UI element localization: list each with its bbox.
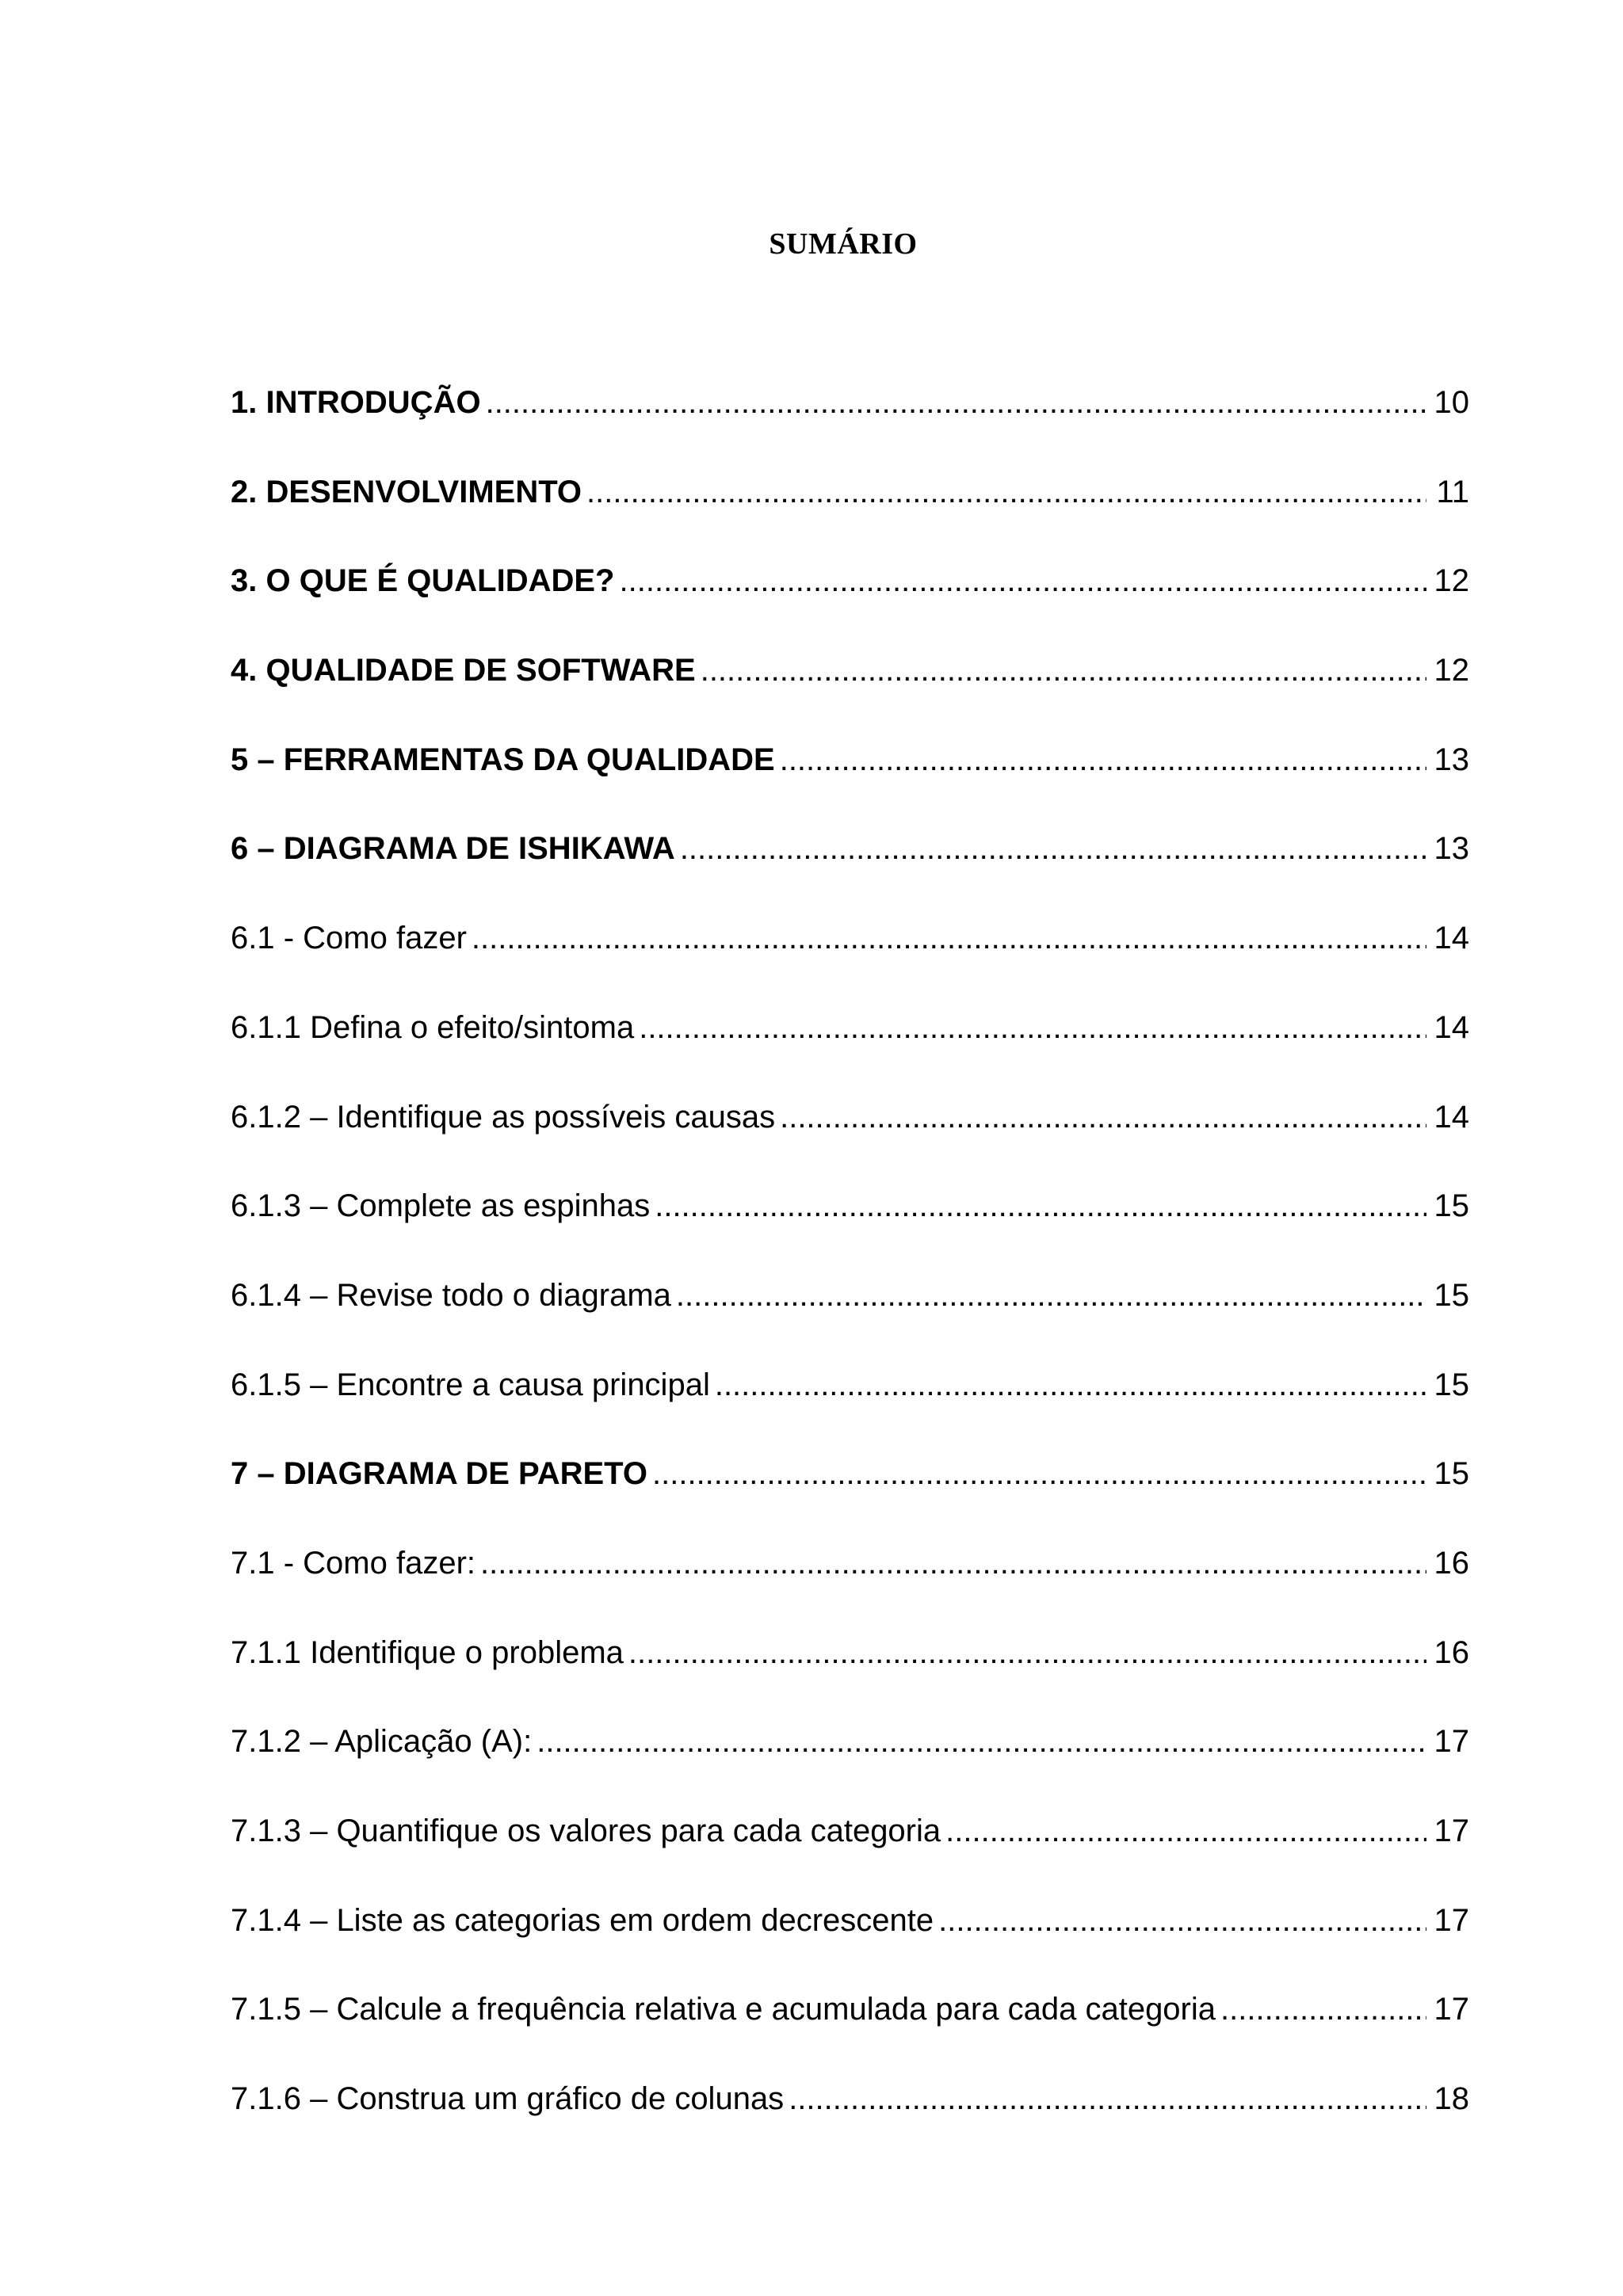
toc-entry-page: 17 [1434, 1902, 1469, 1938]
toc-entry-label: 6.1.4 – Revise todo o diagrama [231, 1277, 671, 1313]
toc-entry-page: 13 [1434, 831, 1469, 867]
toc-entry-page: 10 [1434, 385, 1469, 420]
toc-dot-leader [537, 1724, 1426, 1760]
toc-dot-leader [789, 2081, 1426, 2117]
toc-entry-page: 15 [1434, 1277, 1469, 1313]
toc-dot-leader [652, 1456, 1426, 1492]
toc-entry[interactable] [231, 385, 1469, 475]
toc-dot-leader [655, 1188, 1426, 1224]
toc-entry[interactable] [231, 475, 1469, 564]
toc-entry[interactable] [231, 921, 1469, 1010]
toc-dot-leader [628, 1635, 1426, 1671]
toc-entry-label: 7.1.1 Identifique o problema [231, 1634, 624, 1670]
toc-entry-page: 17 [1434, 1814, 1469, 1848]
toc-entry[interactable] [231, 1010, 1469, 1100]
toc-entry-page: 17 [1434, 1724, 1469, 1760]
toc-entry[interactable] [231, 831, 1469, 921]
toc-entry[interactable] [231, 563, 1469, 653]
toc-heading: SUMÁRIO [769, 227, 918, 261]
toc-dot-leader [780, 742, 1426, 778]
toc-entry-page: 16 [1434, 1545, 1469, 1581]
toc-entry-label: 7.1.6 – Construa um gráfico de colunas [231, 2081, 785, 2117]
toc-entry-label: 5 – FERRAMENTAS DA QUALIDADE [231, 742, 775, 777]
toc-entry-label: 7.1.5 – Calcule a frequência relativa e acumulada para cada categoria [231, 1992, 1216, 2027]
toc-dot-leader [480, 1546, 1426, 1581]
toc-entry-label: 7 – DIAGRAMA DE PARETO [231, 1456, 647, 1492]
toc-dot-leader [639, 1010, 1426, 1046]
toc-entry-label: 6.1.1 Defina o efeito/sintoma [231, 1009, 635, 1045]
toc-entry[interactable] [231, 1367, 1469, 1457]
toc-entry-label: 6.1.2 – Identifique as possíveis causas [231, 1099, 776, 1135]
toc-entry-label: 6 – DIAGRAMA DE ISHIKAWA [231, 831, 675, 867]
toc-dot-leader [945, 1814, 1426, 1849]
toc-entry-page: 16 [1434, 1634, 1469, 1670]
toc-dot-leader [701, 653, 1426, 688]
toc-entry-label: 6.1.5 – Encontre a causa principal [231, 1367, 710, 1402]
toc-entry-page: 15 [1434, 1188, 1469, 1224]
toc-entry[interactable] [231, 1903, 1469, 1993]
toc-entry[interactable] [231, 1278, 1469, 1367]
table-of-contents [231, 385, 1469, 2171]
toc-entry[interactable] [231, 1456, 1469, 1546]
toc-dot-leader [586, 475, 1426, 510]
toc-entry-page: 14 [1434, 921, 1469, 956]
toc-entry-label: 7.1.4 – Liste as categorias em ordem decrescente [231, 1902, 934, 1938]
toc-entry-page: 15 [1434, 1367, 1469, 1402]
toc-entry-page: 12 [1434, 653, 1469, 688]
toc-dot-leader [676, 1278, 1426, 1314]
toc-entry[interactable] [231, 1814, 1469, 1903]
toc-entry-label: 2. DESENVOLVIMENTO [231, 474, 582, 509]
toc-dot-leader [715, 1367, 1426, 1403]
toc-entry-page: 13 [1434, 742, 1469, 777]
toc-entry-label: 3. O QUE É QUALIDADE? [231, 563, 615, 599]
toc-dot-leader [620, 563, 1427, 599]
toc-entry-page: 18 [1434, 2081, 1469, 2117]
toc-entry[interactable] [231, 1546, 1469, 1635]
toc-entry[interactable] [231, 1188, 1469, 1278]
toc-entry[interactable] [231, 742, 1469, 832]
toc-entry-page: 11 [1436, 474, 1469, 509]
toc-dot-leader [472, 921, 1426, 956]
toc-entry-label: 4. QUALIDADE DE SOFTWARE [231, 653, 696, 688]
toc-dot-leader [680, 831, 1426, 867]
toc-entry[interactable] [231, 1992, 1469, 2081]
toc-entry-page: 15 [1434, 1456, 1469, 1492]
toc-entry-label: 6.1 - Como fazer [231, 921, 467, 956]
toc-dot-leader [780, 1100, 1426, 1135]
toc-entry-label: 7.1 - Como fazer: [231, 1545, 476, 1581]
toc-entry[interactable] [231, 653, 1469, 742]
toc-dot-leader [1220, 1992, 1426, 2027]
toc-entry-page: 14 [1434, 1099, 1469, 1135]
toc-entry-page: 12 [1434, 563, 1469, 599]
toc-entry-page: 14 [1434, 1009, 1469, 1045]
toc-dot-leader [938, 1903, 1426, 1939]
toc-entry-label: 1. INTRODUÇÃO [231, 385, 481, 420]
toc-entry[interactable] [231, 2081, 1469, 2171]
toc-entry-label: 7.1.2 – Aplicação (A): [231, 1724, 533, 1760]
toc-entry[interactable] [231, 1724, 1469, 1814]
toc-entry-label: 6.1.3 – Complete as espinhas [231, 1188, 651, 1224]
toc-entry[interactable] [231, 1635, 1469, 1725]
toc-entry-label: 7.1.3 – Quantifique os valores para cada categoria [231, 1814, 941, 1848]
toc-dot-leader [486, 385, 1426, 421]
toc-entry-page: 17 [1434, 1992, 1469, 2027]
toc-entry[interactable] [231, 1100, 1469, 1189]
